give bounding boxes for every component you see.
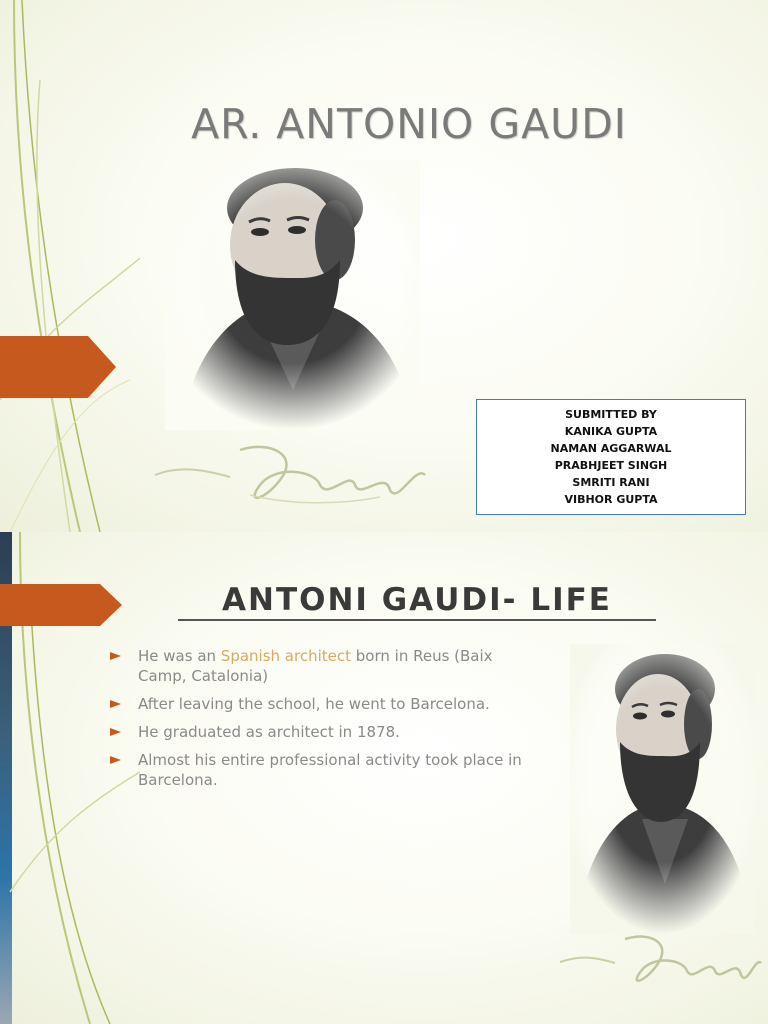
bullet-arrow-icon [110,756,121,764]
slide-title: AR. ANTONIO GAUDI [191,100,627,148]
bullet-arrow-icon [110,700,121,708]
bullet-text: After leaving the school, he went to Barcelona. [138,695,490,713]
portrait-photo [165,160,420,430]
signature [150,435,440,515]
member-name: PRABHJEET SINGH [554,459,668,472]
bullet-text: born in Reus (Baix Camp, Catalonia) [138,647,493,685]
bullet-arrow-icon [110,728,121,736]
decorative-lines [0,0,140,532]
list-item [110,694,530,714]
accent-tab-shape [0,336,116,398]
member-name: KANIKA GUPTA [564,425,658,438]
bullet-list [110,646,530,798]
submitted-by-box [476,399,746,515]
highlighted-text: Spanish architect [220,647,351,665]
bullet-text: He graduated as architect in 1878. [138,723,400,741]
portrait-photo [570,644,755,934]
member-name: SMRITI RANI [572,476,650,489]
member-name: NAMAN AGGARWAL [550,442,672,455]
member-name: VIBHOR GUPTA [564,493,658,506]
bullet-text: He was an [138,647,221,665]
list-item [110,646,530,686]
list-item [110,750,530,790]
signature [555,927,765,997]
bullet-arrow-icon [110,652,121,660]
life-slide [0,532,768,1024]
bullet-text: Almost his entire professional activity took place in Barcelona. [138,751,522,789]
submitted-by-heading: SUBMITTED BY [565,408,657,421]
list-item [110,722,530,742]
accent-tab-shape [0,584,122,626]
slide-title: ANTONI GAUDI- LIFE [178,582,656,621]
